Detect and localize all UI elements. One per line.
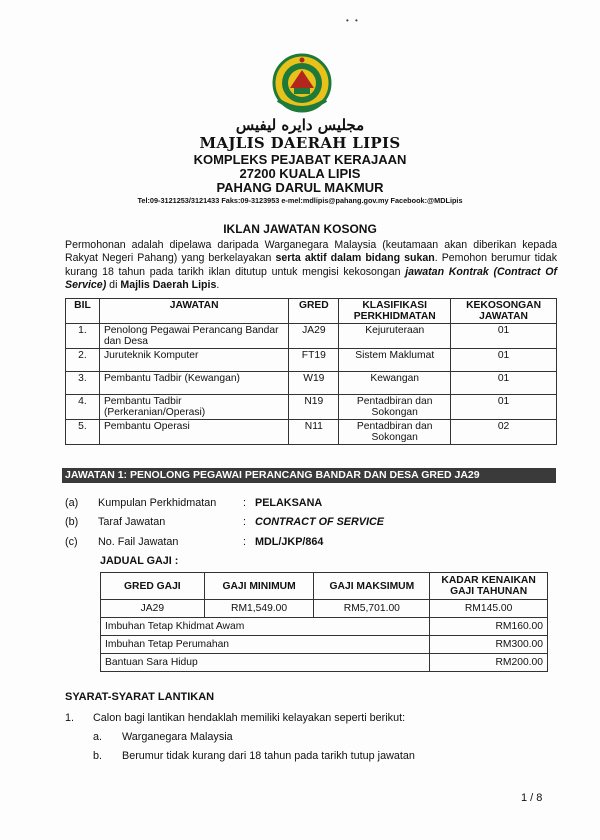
cell-jawatan: Pembantu Tadbir (Kewangan) bbox=[99, 372, 288, 395]
allowance-row bbox=[101, 654, 548, 672]
allowance-label: Imbuhan Tetap Khidmat Awam bbox=[101, 618, 430, 636]
cell-kekosongan: 01 bbox=[451, 349, 557, 372]
cell-klasifikasi: Kejuruteraan bbox=[339, 324, 451, 349]
allowance-amount: RM200.00 bbox=[430, 654, 548, 672]
allowance-amount: RM160.00 bbox=[430, 618, 548, 636]
table-row bbox=[66, 349, 557, 372]
allowance-row bbox=[101, 636, 548, 654]
detail-label: Taraf Jawatan bbox=[98, 516, 166, 528]
org-name: MAJLIS DAERAH LIPIS bbox=[199, 134, 401, 152]
address-line-1: KOMPLEKS PEJABAT KERAJAAN bbox=[193, 152, 407, 167]
detail-colon: : bbox=[243, 516, 246, 528]
jawi-org-name: مجليس دايره ليفيس bbox=[235, 116, 365, 134]
allowance-label: Imbuhan Tetap Perumahan bbox=[101, 636, 430, 654]
cell-gaji-maksimum: RM5,701.00 bbox=[314, 600, 430, 618]
cell-bil: 5. bbox=[66, 420, 100, 445]
table-row bbox=[66, 395, 557, 420]
cell-klasifikasi: Sistem Maklumat bbox=[339, 349, 451, 372]
col-header-bil: BIL bbox=[66, 299, 100, 324]
cell-kekosongan: 02 bbox=[451, 420, 557, 445]
jadual-gaji-label: JADUAL GAJI : bbox=[100, 555, 179, 567]
cell-bil: 2. bbox=[66, 349, 100, 372]
cell-jawatan: Juruteknik Komputer bbox=[99, 349, 288, 372]
contact-info: Tel:09-3121253/3121433 Faks:09-3123953 e-mel:mdlipis@pahang.gov.my Facebook:@MDLipis bbox=[137, 196, 463, 205]
cell-kekosongan: 01 bbox=[451, 324, 557, 349]
cell-bil: 1. bbox=[66, 324, 100, 349]
detail-label: No. Fail Jawatan bbox=[98, 536, 179, 548]
detail-value: PELAKSANA bbox=[255, 497, 323, 509]
intro-paragraph: Permohonan adalah dipelawa daripada Warganegara Malaysia (keutamaan akan diberikan kepada Rakyat Negeri Pahang) yang berkelayakan serta aktif dalam bidang sukan. Pemohon berumur tidak kurang 18 tahun pada tarikh iklan ditutup untuk mengisi kekosongan jawatan Kontrak (Contract Of Service) di Majlis Daerah Lipis. bbox=[65, 239, 557, 292]
salary-header-row bbox=[101, 573, 548, 600]
detail-key: (b) bbox=[65, 516, 79, 528]
cell-gred: JA29 bbox=[289, 324, 339, 349]
cell-gred: W19 bbox=[289, 372, 339, 395]
col-header-kadar-kenaikan: KADAR KENAIKAN GAJI TAHUNAN bbox=[430, 573, 548, 600]
page-title: IKLAN JAWATAN KOSONG bbox=[223, 222, 377, 236]
col-header-jawatan: JAWATAN bbox=[99, 299, 288, 324]
cell-klasifikasi: Pentadbiran dan Sokongan bbox=[339, 420, 451, 445]
syarat-sub-a-key: a. bbox=[93, 731, 103, 743]
majlis-daerah-lipis-logo bbox=[268, 52, 336, 116]
cell-gaji-minimum: RM1,549.00 bbox=[204, 600, 314, 618]
cell-klasifikasi: Kewangan bbox=[339, 372, 451, 395]
scan-mark: • • bbox=[346, 16, 360, 25]
detail-colon: : bbox=[243, 497, 246, 509]
table-header-row bbox=[66, 299, 557, 324]
col-header-kekosongan: KEKOSONGAN JAWATAN bbox=[451, 299, 557, 324]
cell-klasifikasi: Pentadbiran dan Sokongan bbox=[339, 395, 451, 420]
syarat-item-1-text: Calon bagi lantikan hendaklah memiliki kelayakan seperti berikut: bbox=[93, 712, 406, 724]
syarat-sub-a-text: Warganegara Malaysia bbox=[122, 731, 233, 743]
allowance-label: Bantuan Sara Hidup bbox=[101, 654, 430, 672]
section-1-title-band: JAWATAN 1: PENOLONG PEGAWAI PERANCANG BANDAR DAN DESA GRED JA29 bbox=[62, 468, 556, 483]
cell-jawatan: Pembantu Operasi bbox=[99, 420, 288, 445]
detail-key: (a) bbox=[65, 497, 79, 509]
cell-bil: 3. bbox=[66, 372, 100, 395]
table-row bbox=[66, 420, 557, 445]
address-line-3: PAHANG DARUL MAKMUR bbox=[216, 180, 384, 195]
cell-gred: N11 bbox=[289, 420, 339, 445]
salary-table bbox=[100, 572, 548, 672]
col-header-gred-gaji: GRED GAJI bbox=[101, 573, 205, 600]
syarat-sub-b-text: Berumur tidak kurang dari 18 tahun pada tarikh tutup jawatan bbox=[122, 750, 415, 762]
allowance-row bbox=[101, 618, 548, 636]
col-header-gaji-maksimum: GAJI MAKSIMUM bbox=[314, 573, 430, 600]
detail-label: Kumpulan Perkhidmatan bbox=[98, 497, 217, 509]
cell-gred: FT19 bbox=[289, 349, 339, 372]
address-line-2: 27200 KUALA LIPIS bbox=[239, 166, 361, 181]
detail-value: CONTRACT OF SERVICE bbox=[255, 516, 384, 528]
table-row bbox=[66, 324, 557, 349]
cell-kekosongan: 01 bbox=[451, 395, 557, 420]
syarat-heading: SYARAT-SYARAT LANTIKAN bbox=[65, 691, 215, 703]
allowance-amount: RM300.00 bbox=[430, 636, 548, 654]
detail-key: (c) bbox=[65, 536, 78, 548]
cell-bil: 4. bbox=[66, 395, 100, 420]
col-header-gred: GRED bbox=[289, 299, 339, 324]
col-header-gaji-minimum: GAJI MINIMUM bbox=[204, 573, 314, 600]
table-row bbox=[66, 372, 557, 395]
cell-kekosongan: 01 bbox=[451, 372, 557, 395]
cell-gred-gaji: JA29 bbox=[101, 600, 205, 618]
col-header-klasifikasi: KLASIFIKASI PERKHIDMATAN bbox=[339, 299, 451, 324]
page-number: 1 / 8 bbox=[521, 792, 543, 804]
cell-jawatan: Pembantu Tadbir (Perkeranian/Operasi) bbox=[99, 395, 288, 420]
detail-value: MDL/JKP/864 bbox=[255, 536, 324, 548]
syarat-item-1-number: 1. bbox=[65, 712, 75, 724]
cell-gred: N19 bbox=[289, 395, 339, 420]
syarat-sub-b-key: b. bbox=[93, 750, 103, 762]
vacancy-table bbox=[65, 298, 557, 445]
salary-row bbox=[101, 600, 548, 618]
cell-jawatan: Penolong Pegawai Perancang Bandar dan Desa bbox=[99, 324, 288, 349]
detail-colon: : bbox=[243, 536, 246, 548]
cell-kadar-kenaikan: RM145.00 bbox=[430, 600, 548, 618]
